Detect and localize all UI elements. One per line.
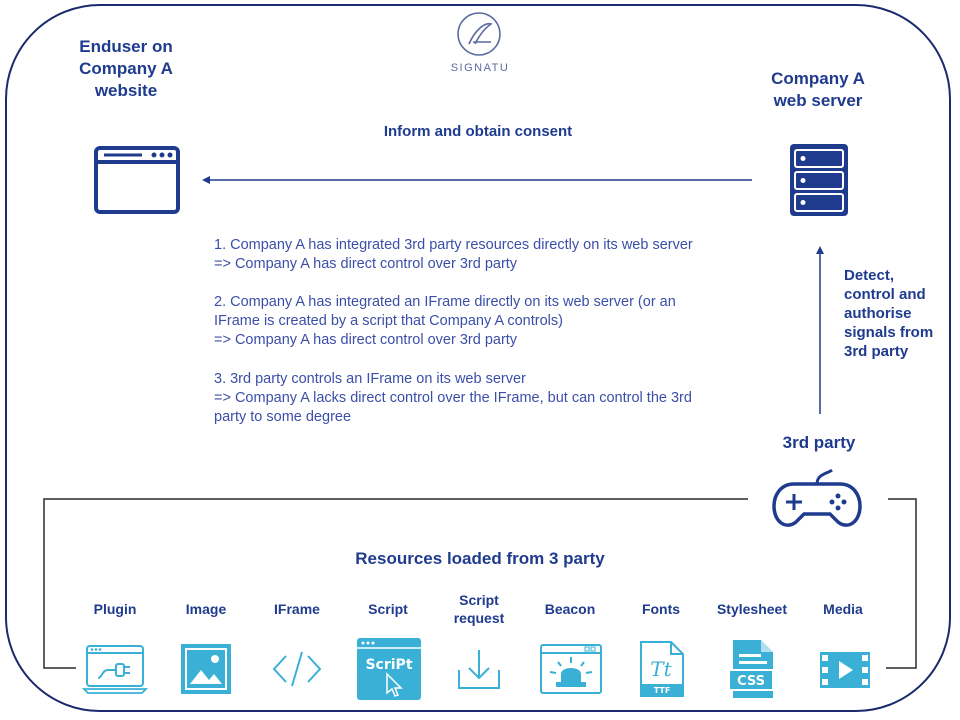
consent-arrow-label: Inform and obtain consent — [383, 123, 573, 140]
scenario-2: 2. Company A has integrated an IFrame directly on its web server (or an IFrame is created by a script that Company A controls) => Company A has direct control over 3rd party — [214, 294, 676, 348]
scenario-1: 1. Company A has integrated 3rd party resources directly on its web server => Company A has direct control over 3rd party — [214, 237, 693, 272]
font-icon-text: Tt — [650, 657, 672, 681]
css-file-icon — [729, 640, 775, 698]
resource-label-plugin: Plugin — [93, 601, 137, 617]
image-icon — [181, 644, 231, 694]
font-icon-subtext: TTF — [653, 686, 671, 695]
resource-label-stylesheet: Stylesheet — [716, 601, 788, 617]
resource-label-script-request: Script request — [453, 592, 505, 626]
resource-label-beacon: Beacon — [544, 601, 596, 617]
media-icon — [820, 652, 870, 688]
logo-text: SIGNATU — [450, 62, 510, 74]
scenario-3: 3. 3rd party controls an IFrame on its web server => Company A lacks direct control over the IFrame, but can control the 3rd party to some degree — [214, 371, 692, 425]
detect-arrow — [812, 244, 828, 416]
resource-label-fonts: Fonts — [641, 601, 681, 617]
resource-label-media: Media — [823, 601, 863, 617]
code-icon — [272, 648, 322, 690]
resource-label-image: Image — [185, 601, 227, 617]
beacon-icon — [540, 644, 602, 694]
detect-label: Detect, control and authorise signals from 3rd party — [844, 267, 934, 360]
script-icon — [357, 638, 421, 700]
consent-arrow — [200, 172, 756, 188]
download-icon — [457, 648, 501, 690]
plugin-icon — [84, 644, 146, 694]
script-icon-text: ScriPt — [365, 657, 413, 673]
font-file-icon — [639, 640, 685, 698]
resources-bracket — [40, 496, 920, 672]
enduser-label: Enduser on Company A website — [79, 37, 173, 100]
resource-label-iframe: IFrame — [274, 601, 320, 617]
signatu-logo-icon — [455, 10, 505, 60]
server-label: Company A web server — [771, 69, 865, 110]
third-party-label: 3rd party — [782, 433, 856, 452]
browser-window-icon — [94, 146, 180, 214]
resource-label-script: Script — [368, 601, 408, 617]
server-icon — [790, 144, 848, 216]
resources-title: Resources loaded from 3 party — [355, 549, 605, 568]
css-icon-text: CSS — [737, 674, 765, 689]
